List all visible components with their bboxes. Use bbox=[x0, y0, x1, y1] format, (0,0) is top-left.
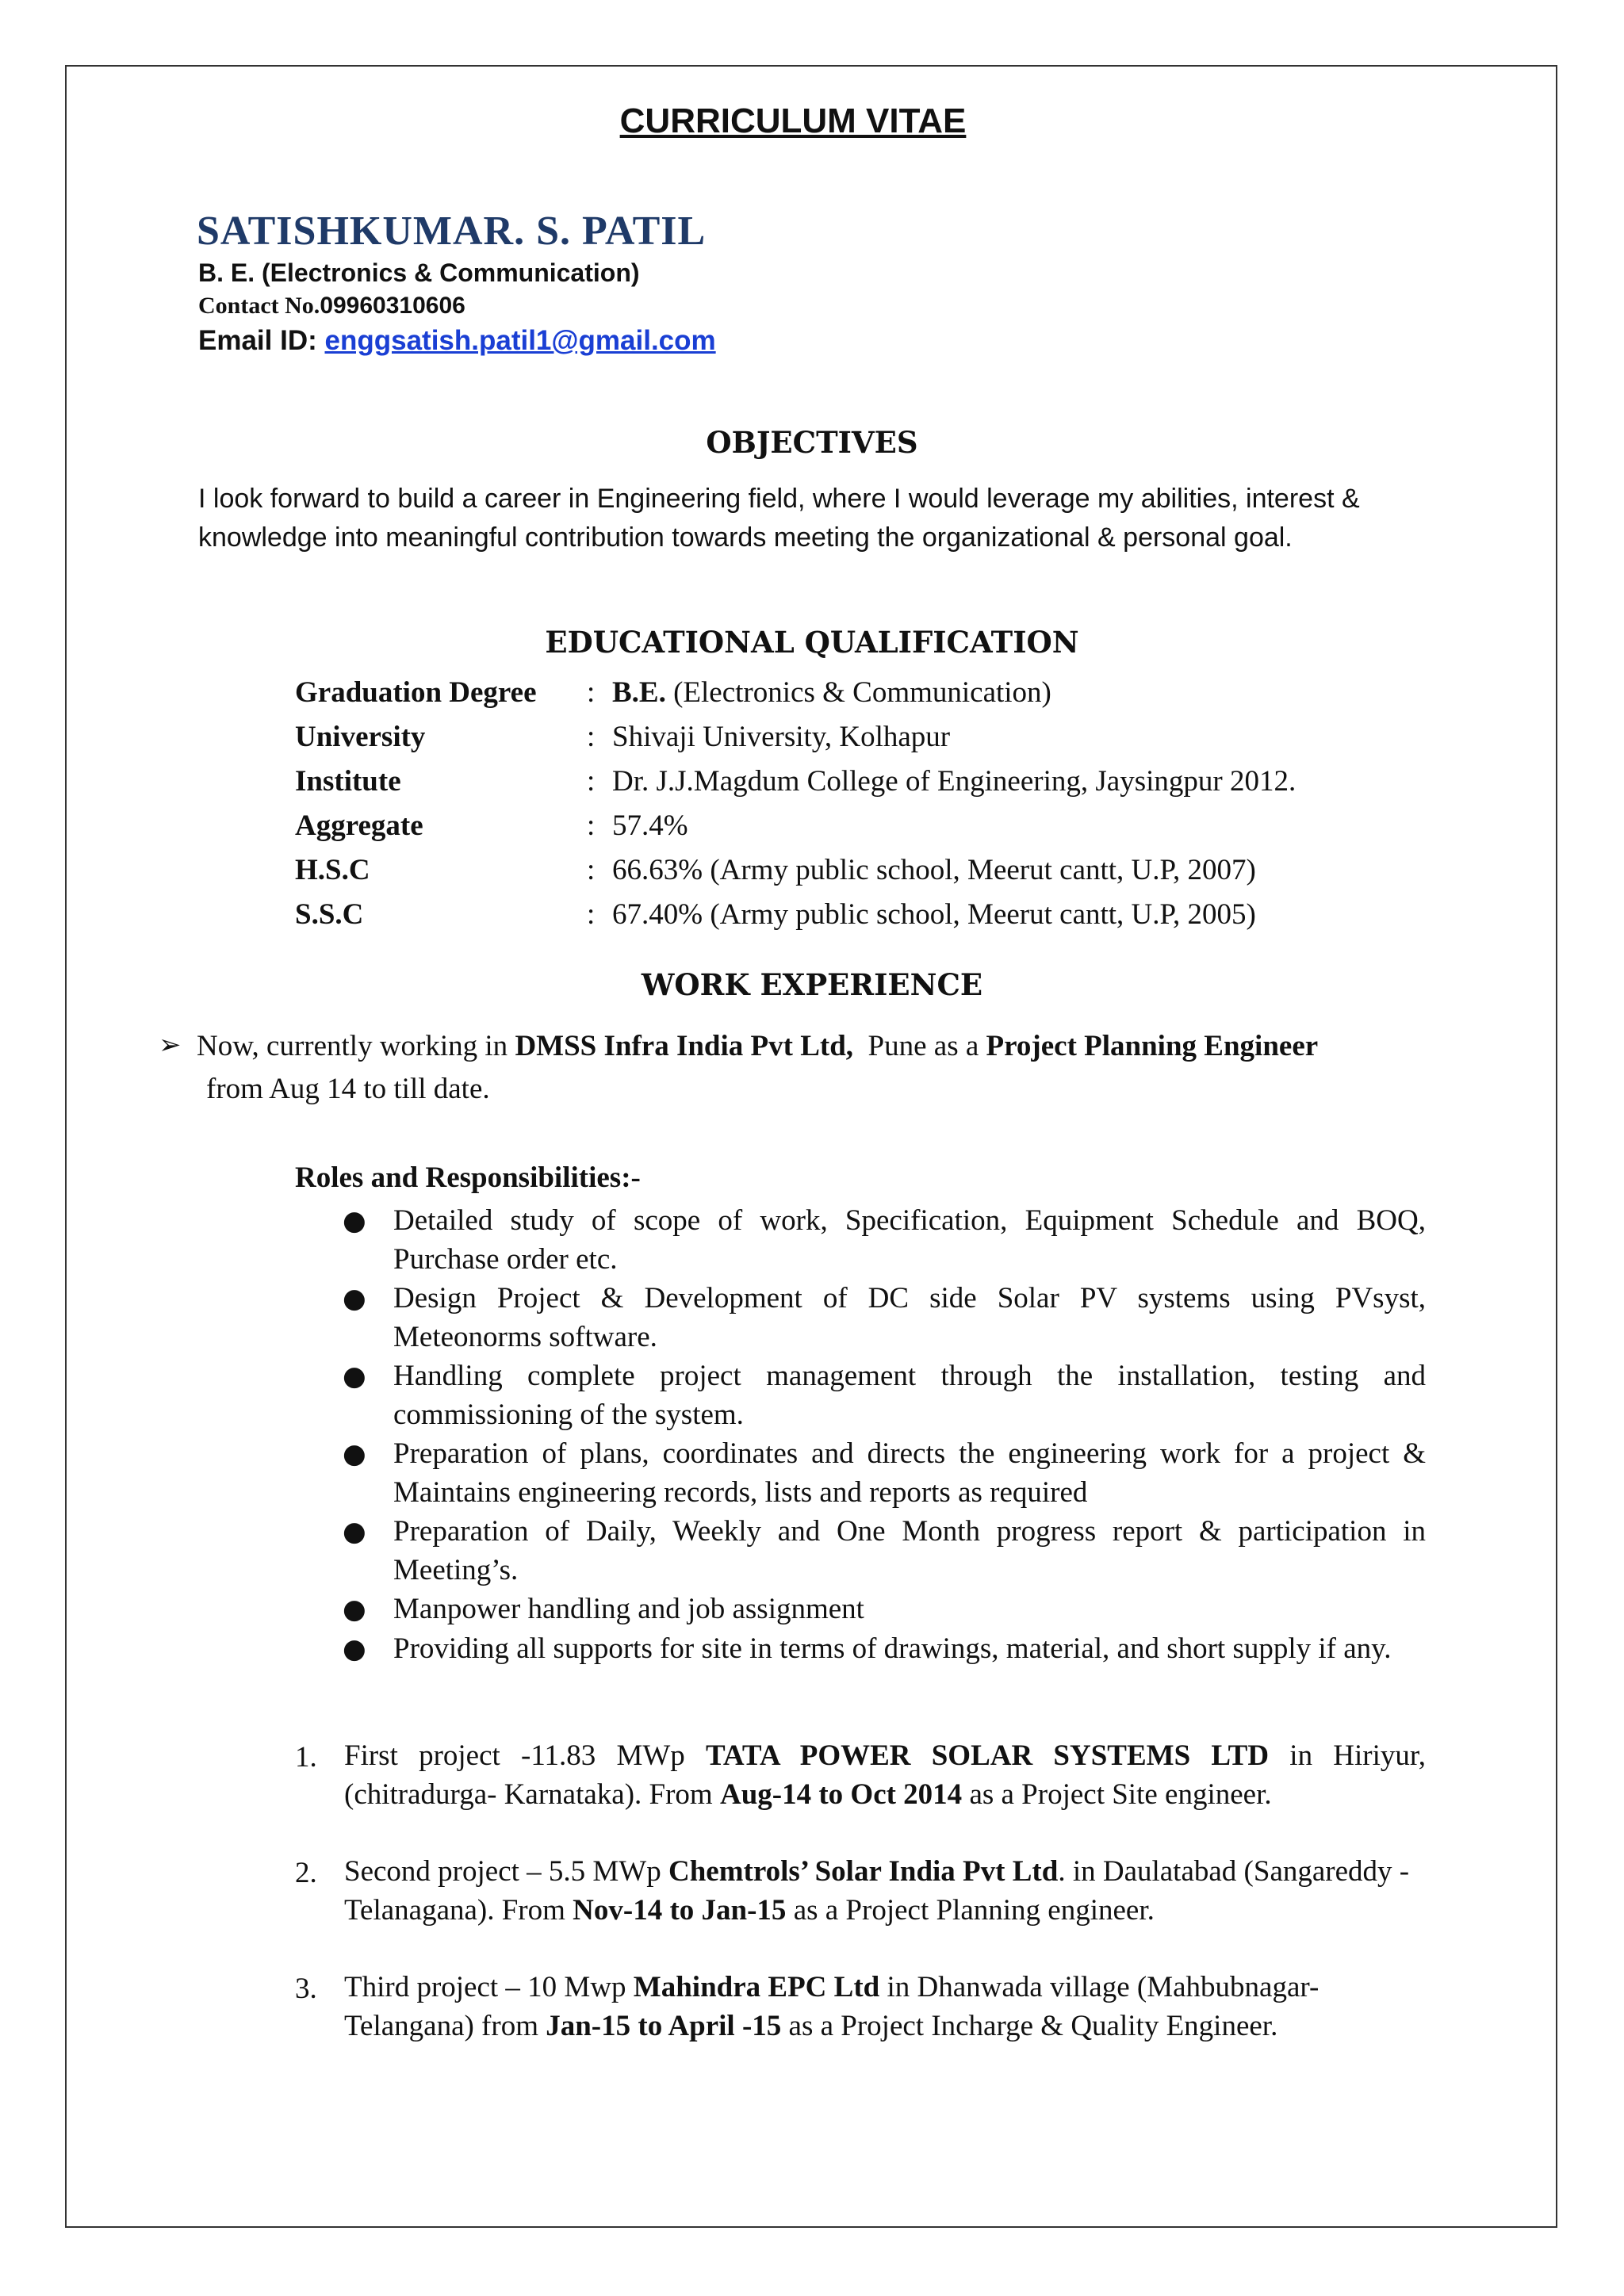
education-row: Aggregate : 57.4% bbox=[295, 809, 688, 842]
education-row: University : Shivaji University, Kolhapur bbox=[295, 721, 951, 753]
role-item: Handling complete project management through the installation, testing and commissioning of the system. bbox=[393, 1360, 1426, 1431]
bullet-icon: ● bbox=[343, 1360, 366, 1392]
education-key: Institute bbox=[295, 765, 401, 798]
document-title: CURRICULUM VITAE bbox=[619, 101, 967, 140]
arrow-bullet-icon: ➢ bbox=[159, 1029, 182, 1061]
email-link[interactable]: enggsatish.patil1@gmail.com bbox=[324, 325, 716, 356]
role-item: Design Project & Development of DC side Solar PV systems using PVsyst, Meteonorms software. bbox=[393, 1282, 1426, 1353]
project-dates: Nov-14 to Jan-15 bbox=[573, 1894, 787, 1927]
education-value-bold: B.E. bbox=[612, 676, 666, 709]
roles-heading: Roles and Responsibilities:- bbox=[295, 1161, 641, 1194]
email-line bbox=[198, 325, 716, 357]
contact-value: 09960310606 bbox=[320, 293, 465, 319]
bullet-icon: ● bbox=[343, 1205, 366, 1237]
project-dates: Jan-15 to April -15 bbox=[546, 2010, 782, 2042]
bullet-icon: ● bbox=[343, 1594, 366, 1625]
education-key: Graduation Degree bbox=[295, 676, 537, 709]
role-item: Detailed study of scope of work, Specification, Equipment Schedule and BOQ, Purchase order etc. bbox=[393, 1204, 1426, 1276]
candidate-degree: B. E. (Electronics & Communication) bbox=[198, 258, 640, 287]
role-item: Manpower handling and job assignment bbox=[393, 1593, 864, 1625]
education-key: H.S.C bbox=[295, 854, 370, 886]
project-client: Chemtrols’ Solar India Pvt Ltd bbox=[668, 1855, 1059, 1888]
role-item: Preparation of plans, coordinates and directs the engineering work for a project & Maintains engineering records, lists and reports as required bbox=[393, 1437, 1426, 1509]
bullet-icon: ● bbox=[343, 1516, 366, 1548]
objectives-text: I look forward to build a career in Engineering field, where I would leverage my abilities, interest & knowledge into meaningful contribution towards meeting the organizational & personal goal. bbox=[198, 484, 1360, 553]
current-job-mid: Pune as a bbox=[853, 1030, 986, 1062]
bullet-icon: ● bbox=[343, 1438, 366, 1470]
contact-number bbox=[198, 292, 465, 320]
email-label: Email ID: bbox=[198, 325, 317, 356]
role-item: Preparation of Daily, Weekly and One Month progress report & participation in Meeting’s. bbox=[393, 1515, 1426, 1586]
project-item: First project -11.83 MWp TATA POWER SOLAR SYSTEMS LTD in Hiriyur, (chitradurga- Karnataka). From Aug-14 to Oct 2014 as a Project Site engineer. bbox=[344, 1739, 1426, 1811]
project-item: Third project – 10 Mwp Mahindra EPC Ltd in Dhanwada village (Mahbubnagar- Telangana) from Jan-15 to April -15 as a Project Incharge & Quality Engineer. bbox=[344, 1971, 1320, 2042]
education-value: (Electronics & Communication) bbox=[665, 676, 1051, 709]
education-key: University bbox=[295, 721, 426, 753]
project-number: 2. bbox=[295, 1857, 317, 1889]
current-job-line bbox=[197, 1029, 1318, 1063]
project-client: TATA POWER SOLAR SYSTEMS LTD bbox=[705, 1739, 1270, 1772]
project-number: 1. bbox=[295, 1741, 317, 1774]
education-value: 67.40% (Army public school, Meerut cantt, U.P, 2005) bbox=[612, 898, 1256, 931]
education-row: H.S.C : 66.63% (Army public school, Meerut cantt, U.P, 2007) bbox=[295, 854, 1256, 886]
project-client: Mahindra EPC Ltd bbox=[633, 1971, 880, 2003]
education-key: S.S.C bbox=[295, 898, 364, 931]
candidate-name: SATISHKUMAR. S. PATIL bbox=[197, 209, 707, 254]
work-heading: WORK EXPERIENCE bbox=[641, 967, 983, 1002]
education-value: Dr. J.J.Magdum College of Engineering, Jaysingpur 2012. bbox=[612, 765, 1297, 798]
bullet-icon: ● bbox=[343, 1283, 366, 1314]
project-number: 3. bbox=[295, 1973, 317, 2005]
current-company: DMSS Infra India Pvt Ltd, bbox=[515, 1030, 854, 1062]
education-row: Graduation Degree : B.E. (Electronics & Communication) bbox=[295, 676, 1051, 709]
contact-label: Contact No. bbox=[198, 293, 320, 319]
education-value: 66.63% (Army public school, Meerut cantt, U.P, 2007) bbox=[612, 854, 1256, 886]
role-item: Providing all supports for site in terms of drawings, material, and short supply if any. bbox=[393, 1632, 1392, 1665]
education-value: 57.4% bbox=[612, 809, 688, 842]
bullet-icon: ● bbox=[343, 1633, 366, 1665]
project-item: Second project – 5.5 MWp Chemtrols’ Solar India Pvt Ltd. in Daulatabad (Sangareddy - Telanagana). From Nov-14 to Jan-15 as a Project Planning engineer. bbox=[344, 1855, 1410, 1927]
education-row: S.S.C : 67.40% (Army public school, Meerut cantt, U.P, 2005) bbox=[295, 898, 1256, 931]
education-heading: EDUCATIONAL QUALIFICATION bbox=[545, 625, 1079, 660]
objectives-heading: OBJECTIVES bbox=[706, 425, 918, 460]
current-job-prefix: Now, currently working in bbox=[197, 1030, 515, 1062]
education-key: Aggregate bbox=[295, 809, 423, 842]
current-job-dates: from Aug 14 to till date. bbox=[206, 1073, 490, 1105]
project-dates: Aug-14 to Oct 2014 bbox=[719, 1778, 963, 1811]
education-row: Institute : Dr. J.J.Magdum College of Engineering, Jaysingpur 2012. bbox=[295, 765, 1297, 798]
education-value: Shivaji University, Kolhapur bbox=[612, 721, 951, 753]
current-role: Project Planning Engineer bbox=[986, 1030, 1319, 1062]
